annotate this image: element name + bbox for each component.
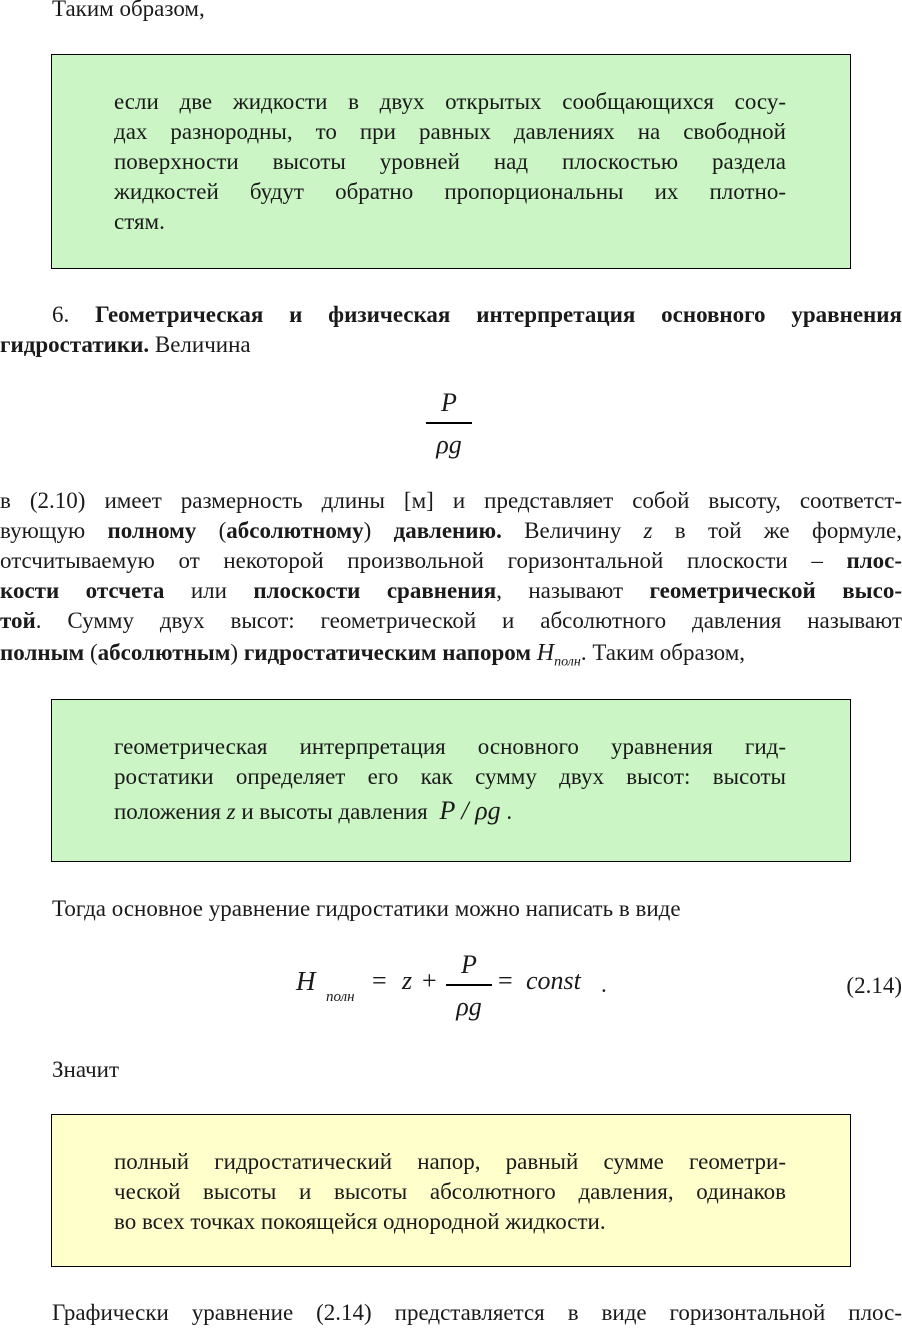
- fraction-denominator: ρg: [436, 429, 462, 459]
- section-6-heading-line-1: [0, 300, 902, 330]
- h-polnyi-symbol: H: [536, 640, 555, 666]
- eq-equals-1: =: [372, 966, 387, 995]
- eq-fraction-denominator: ρg: [456, 991, 482, 1021]
- box1-line-2: дах разнородны, то при равных давлениях на свободной: [114, 119, 786, 144]
- eq-H-subscript: полн: [326, 989, 355, 1005]
- means-text: Значит: [52, 1057, 120, 1082]
- para2-line-4: кости отсчета или плоскости сравнения, называют геометрической высо-: [0, 578, 902, 603]
- para2-line-1: в (2.10) имеет размерность длины [м] и представляет собой высоту, соответст-: [0, 488, 902, 513]
- box2-line-3: положения z и высоты давления P / ρg .: [114, 796, 513, 825]
- box3-line-2: ческой высоты и высоты абсолютного давления, одинаков: [114, 1179, 786, 1204]
- section-title-part-1: Геометрическая и физическая интерпретация основного уравнения: [95, 302, 902, 327]
- section-6-heading-line-2: [0, 330, 251, 360]
- intro-text: Таким образом,: [52, 0, 205, 21]
- eq-H: H: [296, 966, 316, 996]
- para2-line-2: вующую полному (абсолютному) давлению. Величину z в той же формуле,: [0, 518, 902, 543]
- eq-fraction: [446, 950, 492, 1022]
- eq-z: z: [402, 966, 413, 995]
- eq-fraction-numerator: P: [461, 950, 477, 979]
- eq-plus: +: [422, 966, 437, 995]
- para2-line-6: полным (абсолютным) гидростатическим напором $H_{полн}$. Таким образом,: [0, 640, 746, 670]
- eq-equals-2: =: [498, 966, 513, 995]
- box1-line-4: жидкостей будут обратно пропорциональны их плотно-: [114, 179, 786, 204]
- box3-line-3: во всех точках покоящейся однородной жидкости.: [114, 1209, 606, 1234]
- fraction-numerator: P: [441, 388, 457, 417]
- final-line: Графически уравнение (2.14) представляется в виде горизонтальной плос-: [52, 1300, 902, 1325]
- box2-line-1: геометрическая интерпретация основного уравнения гид-: [114, 734, 786, 759]
- para2-line-5: той. Сумму двух высот: геометрической и абсолютного давления называют: [0, 608, 902, 633]
- fraction-p-over-rho-g: [426, 388, 472, 460]
- section-title-part-2: гидростатики.: [0, 332, 150, 357]
- definition-box-3: [51, 1114, 851, 1267]
- h-polnyi-subscript: полн: [554, 654, 581, 670]
- box1-line-1: если две жидкости в двух открытых сообщающихся сосу-: [114, 89, 786, 114]
- p-over-rho-g-inline: P / ρg: [439, 796, 501, 825]
- eq-const: const: [526, 966, 581, 995]
- eq-dot: .: [601, 972, 607, 997]
- para2-line-3: отсчитываемую от некоторой произвольной горизонтальной плоскости – плос-: [0, 548, 902, 573]
- box1-line-5: стям.: [114, 209, 165, 234]
- eq-number: (2.14): [846, 973, 902, 998]
- then-text: Тогда основное уравнение гидростатики можно написать в виде: [52, 896, 681, 921]
- definition-box-2: [51, 699, 851, 862]
- box2-line-2: ростатики определяет его как сумму двух высот: высоты: [114, 764, 786, 789]
- eq-fraction-bar: [446, 984, 492, 986]
- section-after-title: Величина: [154, 332, 251, 357]
- section-number: 6.: [52, 302, 70, 327]
- box3-line-1: полный гидростатический напор, равный сумме геометри-: [114, 1149, 786, 1174]
- fraction-bar: [426, 422, 472, 424]
- box1-line-3: поверхности высоты уровней над плоскостью раздела: [114, 149, 786, 174]
- definition-box-1: [51, 54, 851, 269]
